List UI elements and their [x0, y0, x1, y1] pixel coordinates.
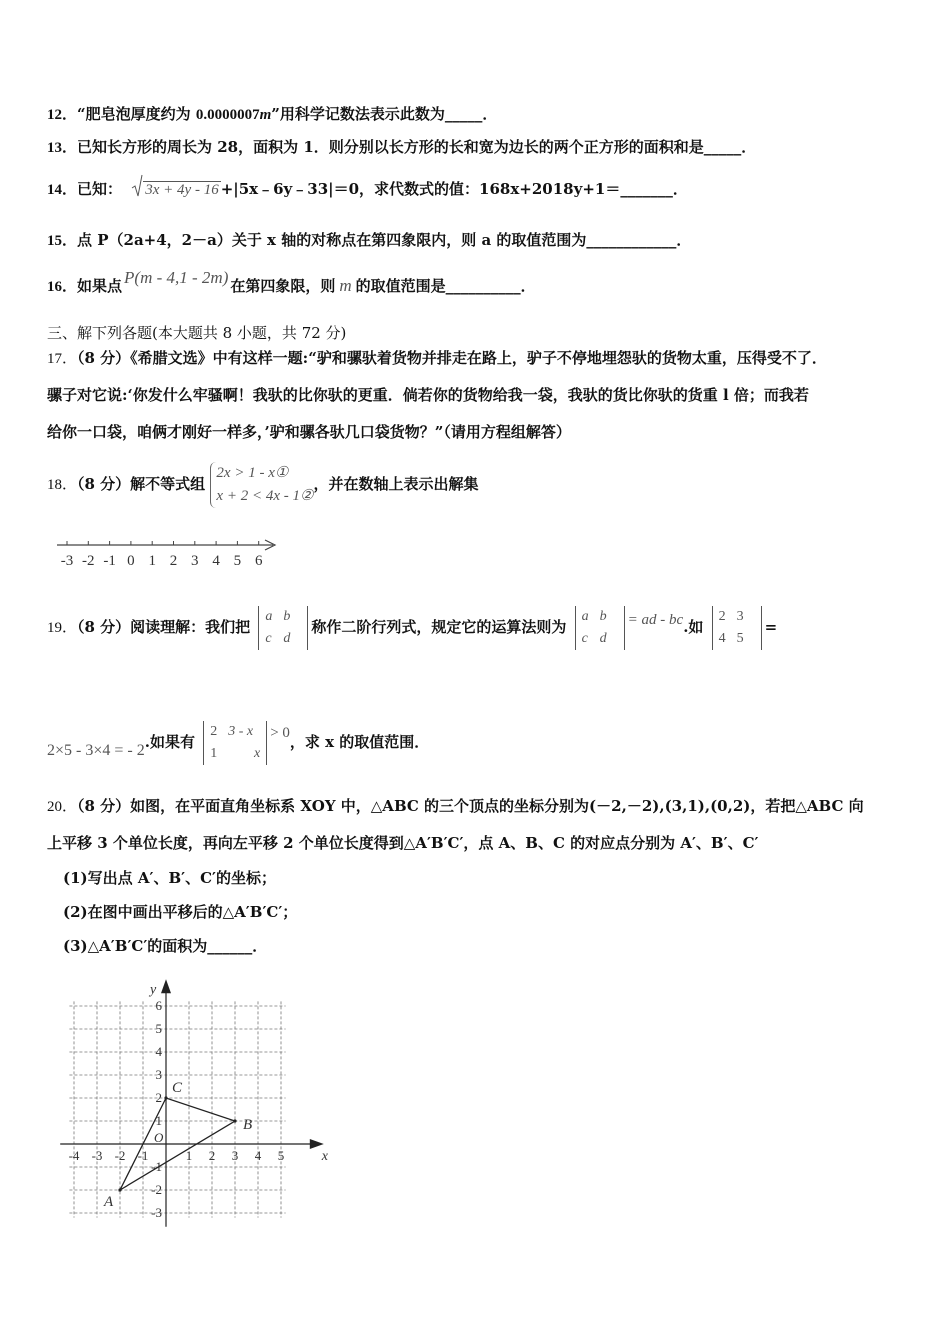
rule-det-d: d: [599, 631, 607, 646]
q18-inequality-2: x + 2 < 4x - 1②: [216, 488, 314, 504]
q16-text-post: 的取值范围是__________．: [355, 277, 536, 295]
q16-text-pre: 如果点: [77, 277, 123, 295]
triangle-abc: [103, 1080, 252, 1210]
grid-tick-labels: [69, 982, 329, 1220]
question-16: [47, 268, 536, 298]
q20-number: 20．: [47, 799, 78, 815]
x-tick-label: -4: [68, 1148, 80, 1163]
y-tick-label: -3: [151, 1205, 162, 1220]
point-label-A: A: [104, 1194, 114, 1210]
number-line-tick-label: 0: [127, 553, 135, 569]
q16-point: P(m - 4,1 - 2m): [124, 268, 229, 287]
q20-text-line2: 上平移 3 个单位长度，再向左平移 2 个单位长度得到△A′B′C′，点 A、B、C 的对应点分别为 A′、B′、C′: [47, 834, 759, 852]
q20-sub3: (3)△A′B′C′的面积为______．: [63, 937, 268, 955]
rule-det-a: a: [581, 609, 589, 624]
example-e4: 5: [736, 631, 744, 646]
x-tick-label: -2: [114, 1148, 126, 1163]
y-tick-label: -2: [151, 1182, 162, 1197]
q16-text-mid: 在第四象限，则: [230, 277, 336, 295]
q19-if: .如果有: [144, 733, 195, 751]
x-tick-label: 2: [208, 1148, 216, 1163]
cond-f4: x: [253, 746, 261, 761]
x-tick-label: 5: [277, 1148, 285, 1163]
q19-determinant-abcd: [258, 606, 308, 650]
q19-determinant-rule: [575, 606, 625, 650]
y-tick-label: 4: [155, 1044, 162, 1059]
grid-lines: [69, 1001, 285, 1217]
q17-text-line3: 给你一口袋，咱俩才刚好一样多，’驴和骡各驮几口袋货物？”（请用方程组解答）: [47, 423, 571, 441]
example-e1: 2: [718, 609, 726, 624]
q19-determinant-example: [712, 606, 762, 650]
q12-value: 0.0000007: [195, 107, 260, 123]
y-tick-label: 6: [155, 998, 162, 1013]
q12-text-pre: “肥皂泡厚度约为: [77, 105, 196, 123]
q12-number: 12．: [47, 107, 78, 123]
q18-text-pre: （8 分）解不等式组: [77, 475, 206, 493]
det-a: a: [265, 609, 273, 624]
y-axis-label: y: [150, 982, 157, 998]
q13-text: 已知长方形的周长为 28，面积为 1．则分别以长方形的长和宽为边长的两个正方形的面积和是_____．: [77, 138, 757, 156]
q16-var: m: [339, 276, 352, 295]
q15-text: 点 P（2a+4，2－a）关于 x 轴的对称点在第四象限内，则 a 的取值范围为____________．: [77, 231, 692, 249]
number-line-tick-label: 1: [148, 553, 156, 569]
q19-example-intro: .如: [683, 618, 704, 636]
q12-text-post: ”用科学记数法表示此数为_____．: [271, 105, 498, 123]
q19-number: 19．: [47, 620, 78, 636]
x-axis-arrow-icon: [310, 1139, 324, 1149]
q14-radicand: 3x + 4y - 16: [145, 182, 219, 198]
sqrt-sign-icon: [131, 174, 143, 198]
point-label-B: B: [243, 1117, 253, 1133]
q17-number: 17．: [47, 351, 78, 367]
number-line-tick-label: -2: [82, 553, 95, 569]
q19-rule: = ad - bc: [627, 612, 684, 628]
question-12: [47, 103, 497, 126]
q20-text-line1: （8 分）如图，在平面直角坐标系 XOY 中，△ABC 的三个顶点的坐标分别为(－2,－2),(3,1),(0,2)，若把△ABC 向: [77, 797, 864, 815]
y-axis-arrow-icon: [161, 979, 171, 993]
q12-unit: m: [259, 107, 272, 123]
q19-calc: 2×5 - 3×4 = - 2: [47, 742, 145, 759]
point-label-C: C: [172, 1080, 183, 1096]
cond-f1: 2: [210, 724, 218, 739]
rule-det-b: b: [599, 609, 607, 624]
example-e2: 3: [736, 609, 744, 624]
y-tick-label: 2: [155, 1090, 162, 1105]
q17-text-line2: 骡子对它说:‘你发什么牢骚啊！我驮的比你驮的更重．倘若你的货物给我一袋，我驮的货比你驮的货重 l 倍；而我若: [47, 386, 809, 404]
point-C: [164, 1096, 167, 1099]
q13-number: 13．: [47, 140, 78, 156]
x-tick-label: 1: [185, 1148, 193, 1163]
q17-text-line1: （8 分）《希腊文选》中有这样一题:“驴和骡驮着货物并排走在路上，驴子不停地埋怨驮的货物太重，压得受不了．: [77, 349, 827, 367]
question-18: [47, 460, 478, 509]
det-d: d: [283, 631, 291, 646]
q20-sub2: (2)在图中画出平移后的△A′B′C′；: [63, 903, 298, 921]
question-13: [47, 136, 756, 159]
q14-number: 14．: [47, 182, 78, 198]
question-17-line1: [47, 347, 827, 370]
rule-det-c: c: [581, 631, 588, 646]
q14-text-pre: 已知：: [77, 180, 123, 198]
x-tick-label: 3: [231, 1148, 239, 1163]
y-tick-label: 3: [155, 1067, 162, 1082]
q19-text-mid: 称作二阶行列式，规定它的运算法则为: [311, 618, 567, 636]
y-tick-label: 5: [155, 1021, 162, 1036]
q15-number: 15．: [47, 233, 78, 249]
y-tick-label: 1: [155, 1113, 162, 1128]
q19-gt: > 0: [270, 725, 290, 741]
question-20-line1: [47, 795, 864, 818]
number-line-tick-label: 5: [233, 553, 242, 569]
x-axis-label: x: [321, 1149, 329, 1164]
point-A: [118, 1188, 121, 1191]
q20-sub1: (1)写出点 A′、B′、C′的坐标；: [63, 869, 276, 887]
q18-text-post: ，并在数轴上表示出解集: [313, 475, 479, 493]
q14-sqrt: [131, 178, 220, 201]
number-line-tick-label: 4: [212, 553, 220, 569]
q18-inequality-system: [210, 462, 313, 508]
number-line: [55, 535, 285, 571]
q18-number: 18．: [47, 477, 78, 493]
question-15: [47, 229, 691, 252]
number-line-tick-label: 3: [191, 553, 199, 569]
q16-number: 16．: [47, 279, 78, 295]
coordinate-grid: [55, 970, 329, 1232]
q19-text-pre: （8 分）阅读理解：我们把: [77, 618, 251, 636]
number-line-tick-label: 6: [254, 553, 263, 569]
x-tick-label: 4: [254, 1148, 262, 1163]
x-tick-label: -3: [91, 1148, 103, 1163]
number-line-tick-label: -1: [103, 553, 116, 569]
q19-equals: =: [764, 618, 778, 636]
det-b: b: [283, 609, 291, 624]
cond-f2: 3 - x: [228, 724, 254, 739]
point-B: [233, 1119, 236, 1122]
q14-text-post: +|5x﹣6y﹣33|＝0，求代数式的值：168x+2018y+1＝_______．: [220, 180, 688, 198]
question-19: [47, 597, 777, 658]
x-tick-label: -1: [137, 1148, 149, 1163]
y-tick-label: -1: [151, 1159, 162, 1174]
cond-f3: 1: [210, 746, 218, 761]
q18-inequality-1: 2x > 1 - x①: [216, 465, 289, 481]
question-19-cont: [47, 712, 429, 773]
origin-label: O: [154, 1130, 164, 1145]
number-line-tick-label: 2: [169, 553, 178, 569]
number-line-tick-label: -3: [60, 553, 74, 569]
question-14: [47, 178, 688, 201]
q19-determinant-condition: [203, 721, 267, 765]
det-c: c: [265, 631, 272, 646]
section-3-heading: 三、解下列各题(本大题共 8 小题，共 72 分): [47, 324, 347, 342]
q19-text-post: ，求 x 的取值范围．: [289, 733, 430, 751]
example-e3: 4: [718, 631, 726, 646]
